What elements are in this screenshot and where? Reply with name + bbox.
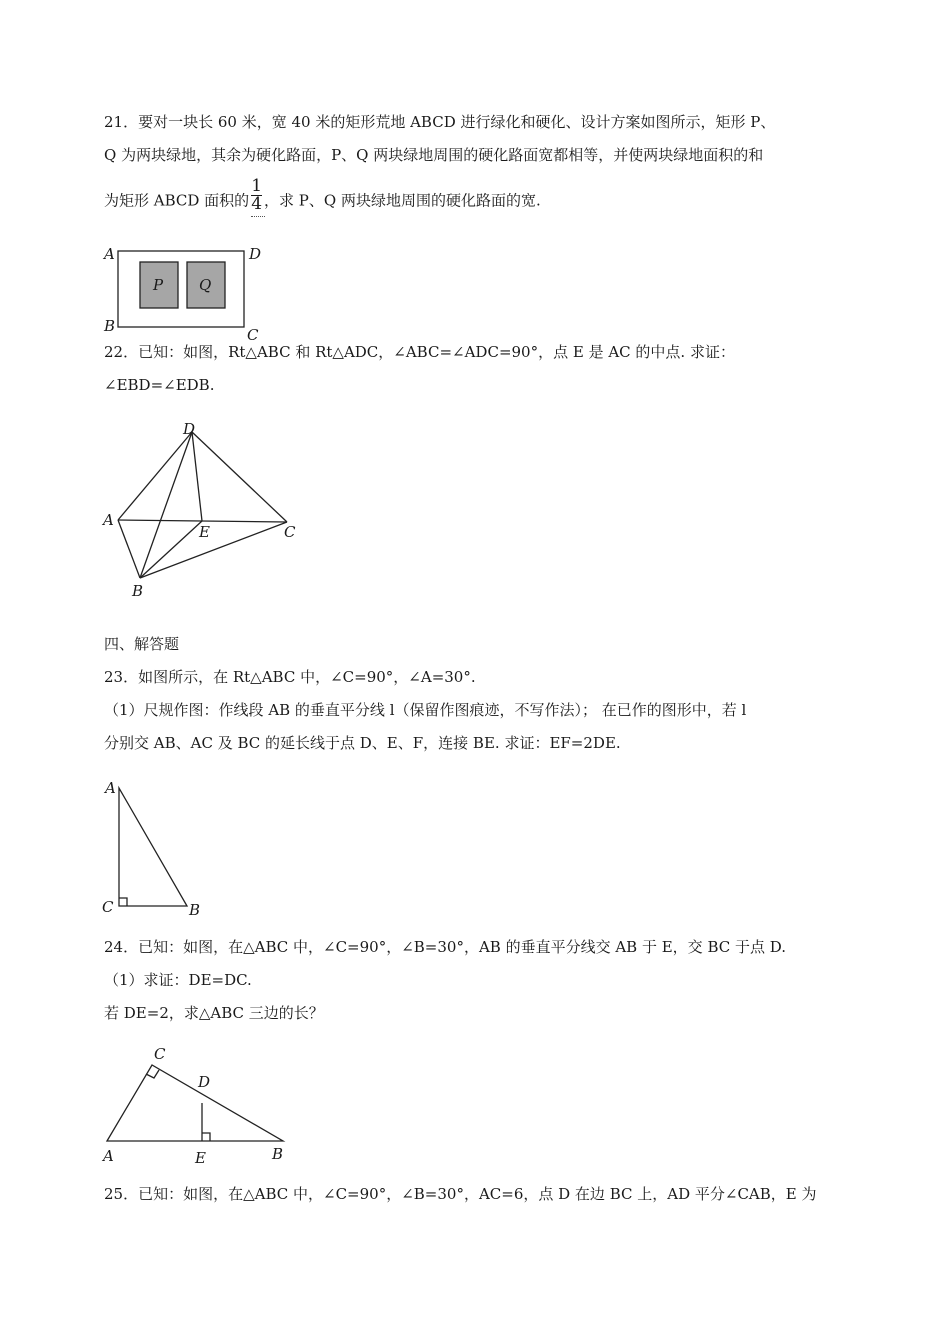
q24-line-3: 若 DE=2，求△ABC 三边的长？ (104, 1004, 324, 1022)
fraction-one-quarter (251, 178, 262, 213)
section-heading: 四、解答题 (104, 635, 180, 653)
label-a: A (103, 1147, 114, 1165)
triangle-abc (107, 1065, 283, 1141)
label-b: B (272, 1145, 284, 1163)
label-c: C (102, 898, 114, 916)
fraction-underline (251, 216, 265, 217)
label-b: B (132, 582, 144, 600)
right-angle-marker-e (202, 1133, 210, 1141)
label-e: E (195, 1149, 206, 1167)
segment-de (192, 432, 202, 521)
fraction-numerator: 1 (251, 176, 263, 196)
q21-line-1: 21．要对一块长 60 米，宽 40 米的矩形荒地 ABCD 进行绿化和硬化、设计方案如图所示，矩形 P、 (104, 113, 776, 131)
triangle-abc (119, 788, 187, 906)
q23-figure-right-triangle (100, 778, 210, 923)
q23-line-3: 分别交 AB、AC 及 BC 的延长线于点 D、E、F，连接 BE. 求证：EF=2DE. (104, 734, 621, 752)
q22-figure-quadrilateral (100, 420, 310, 605)
right-angle-marker (119, 898, 127, 906)
q24-line-1: 24．已知：如图，在△ABC 中，∠C=90°，∠B=30°，AB 的垂直平分线交 AB 于 E，交 BC 于点 D. (104, 938, 787, 956)
label-c: C (284, 523, 296, 541)
label-c: C (247, 326, 259, 344)
label-c: C (154, 1045, 166, 1063)
label-d: D (183, 420, 196, 438)
label-b: B (189, 901, 201, 919)
q21-line-3-text-before: 为矩形 ABCD 面积的 (104, 191, 250, 210)
label-d: D (249, 245, 262, 263)
label-b: B (104, 317, 116, 335)
segment-bc (140, 522, 287, 578)
label-a: A (103, 511, 114, 529)
q21-line-2: Q 为两块绿地，其余为硬化路面，P、Q 两块绿地周围的硬化路面宽都相等，并使两块绿地面积的和 (104, 146, 764, 164)
q21-line-3-text-after: ，求 P、Q 两块绿地周围的硬化路面的宽. (264, 191, 541, 210)
q23-line-1: 23．如图所示，在 Rt△ABC 中，∠C=90°，∠A=30°. (104, 668, 476, 686)
segment-ab (118, 520, 140, 578)
q24-figure-triangle (100, 1045, 300, 1170)
segment-bd (140, 432, 192, 578)
q21-line-3 (104, 176, 541, 219)
label-a: A (104, 245, 115, 263)
segment-dc (192, 432, 287, 522)
segment-ad (118, 432, 192, 520)
label-a: A (105, 779, 116, 797)
fraction-denominator: 4 (251, 194, 263, 214)
label-d: D (198, 1073, 211, 1091)
q22-line-2: ∠EBD=∠EDB. (104, 376, 215, 394)
q23-line-2: （1）尺规作图：作线段 AB 的垂直平分线 l（保留作图痕迹，不写作法）； 在已作的图形中，若 l (104, 701, 747, 719)
label-q: Q (199, 276, 212, 294)
q21-figure-rectangle (100, 240, 270, 345)
q24-line-2: （1）求证：DE=DC. (104, 971, 252, 989)
q25-line-1: 25．已知：如图，在△ABC 中，∠C=90°，∠B=30°，AC=6，点 D 在边 BC 上，AD 平分∠CAB，E 为 (104, 1185, 817, 1203)
label-p: P (153, 276, 164, 294)
q22-line-1: 22．已知：如图，Rt△ABC 和 Rt△ADC，∠ABC=∠ADC=90°，点 E 是 AC 的中点. 求证： (104, 343, 735, 361)
label-e: E (199, 523, 210, 541)
segment-be (140, 521, 202, 578)
